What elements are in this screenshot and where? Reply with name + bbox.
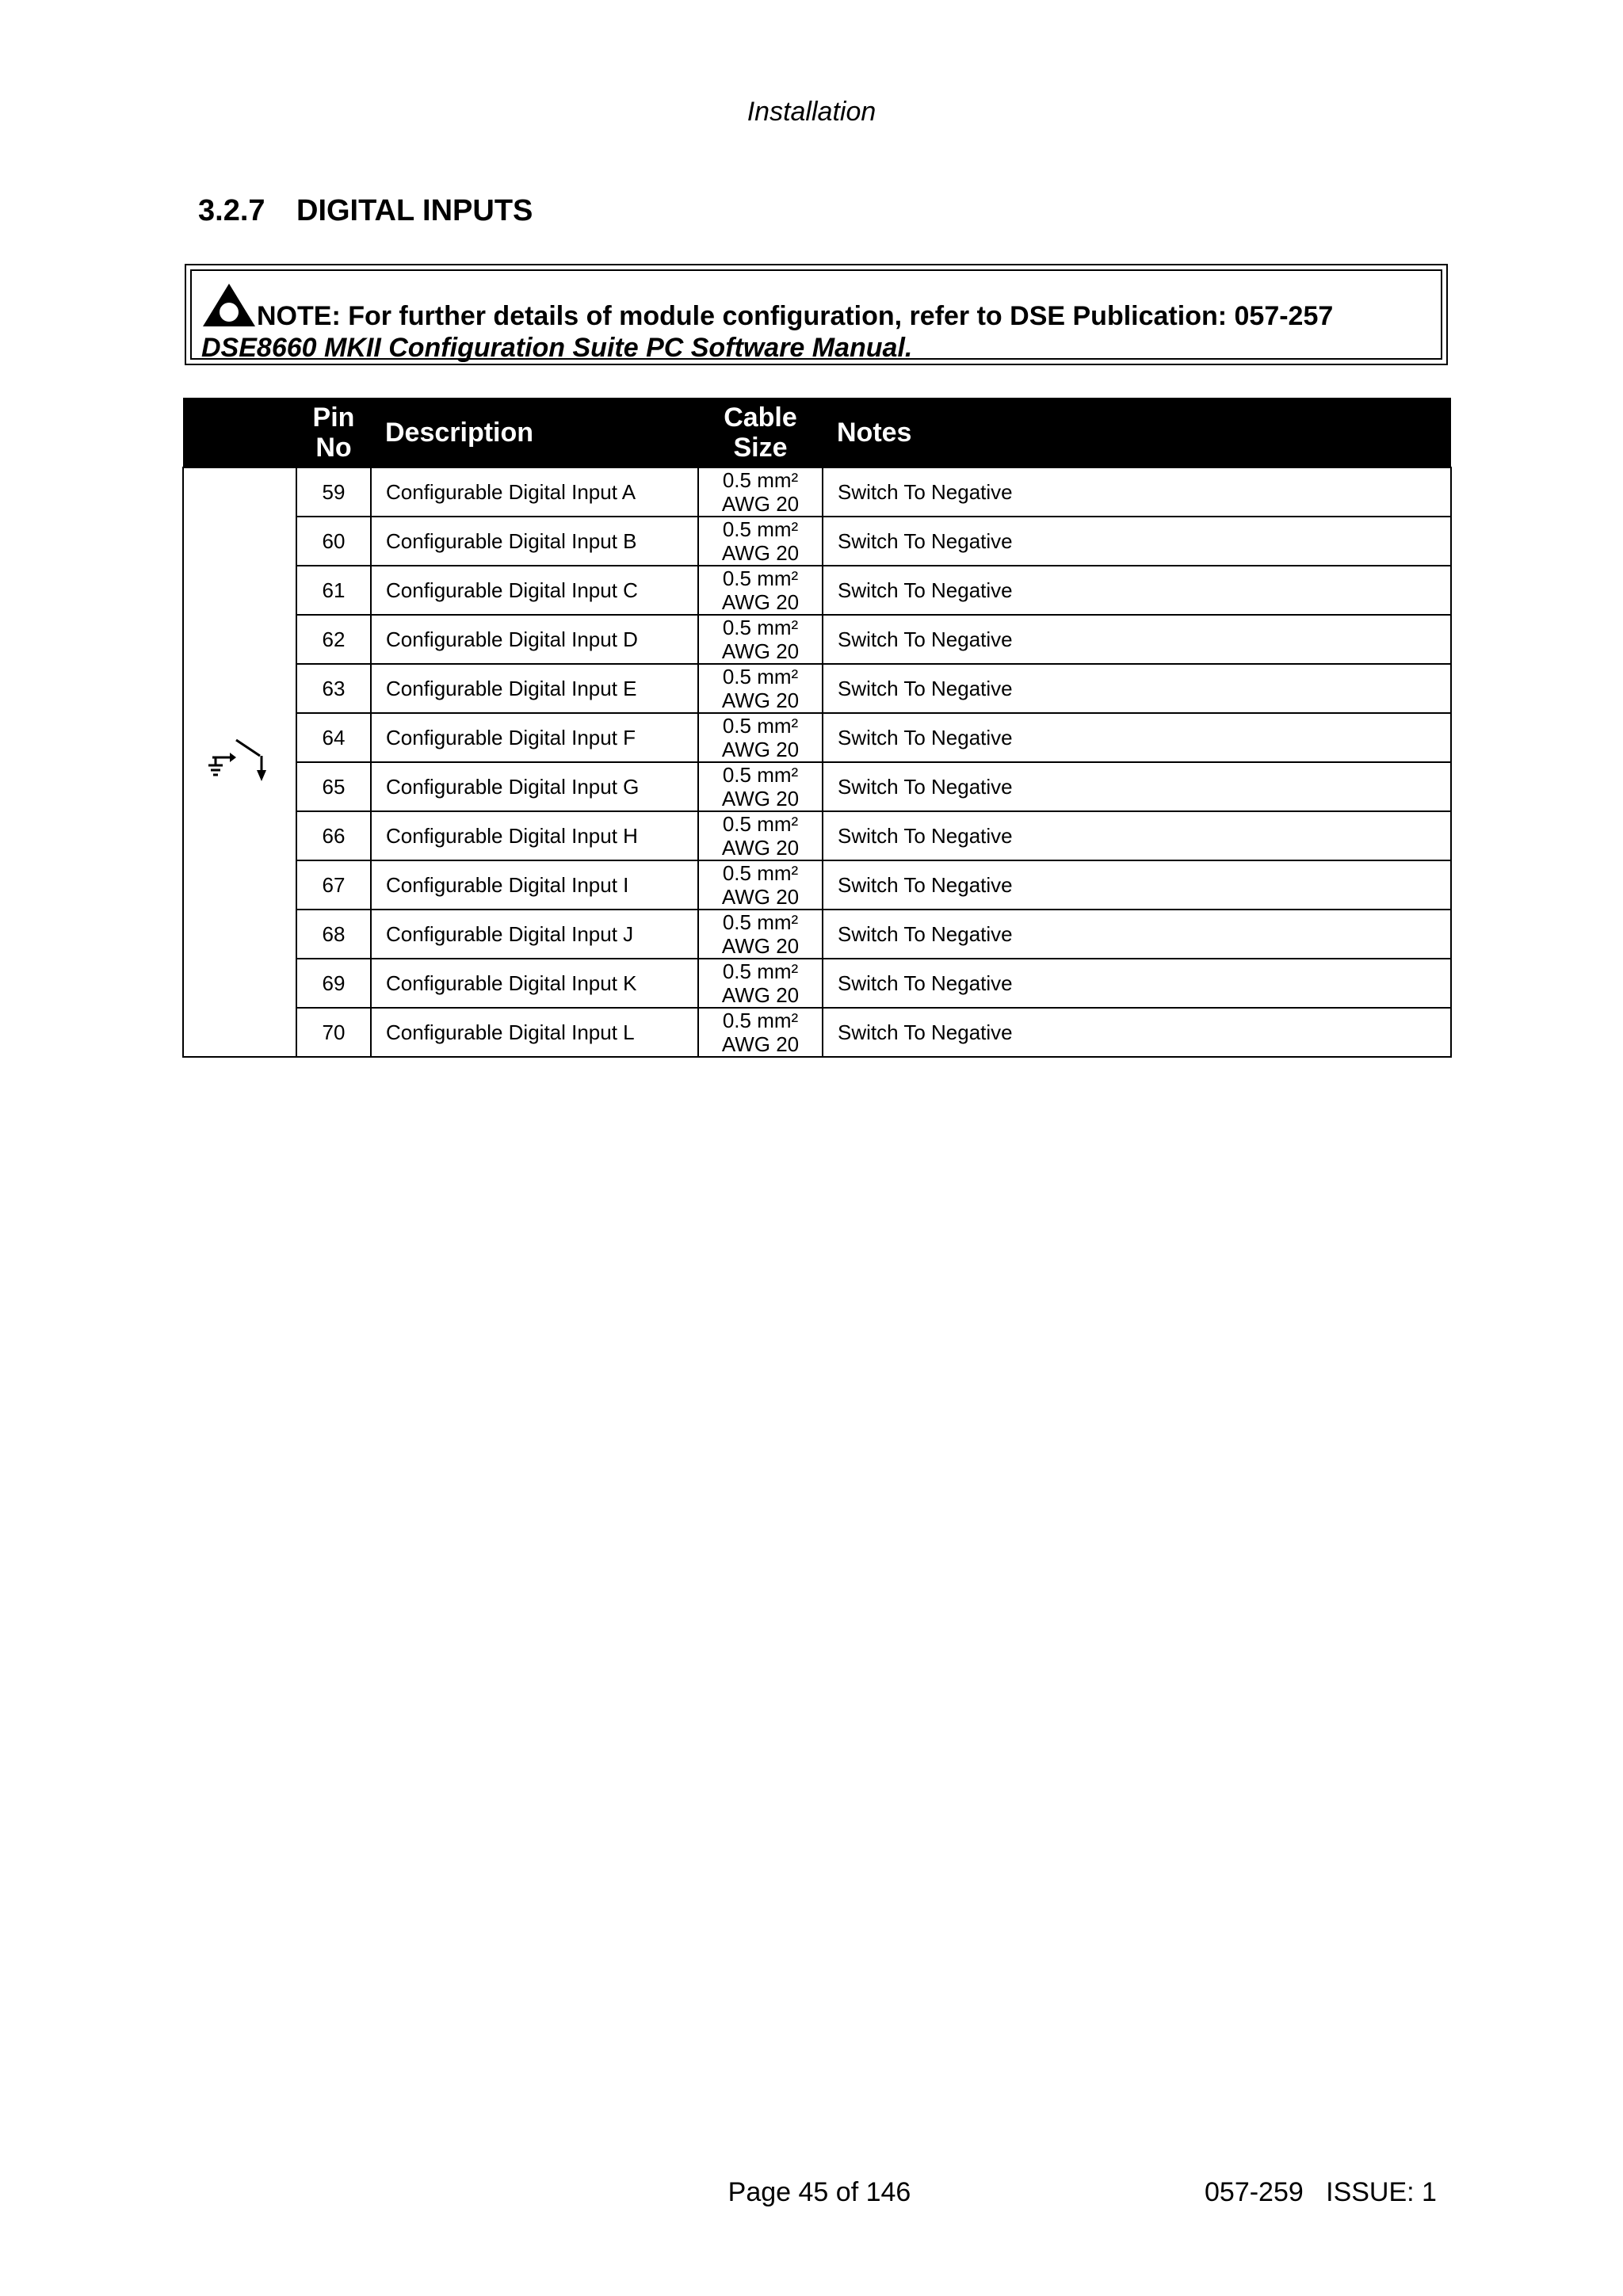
table-body: [183, 467, 1451, 1057]
pin-notes: Switch To Negative: [823, 860, 1451, 910]
cable-size-metric: 0.5 mm²: [722, 517, 799, 541]
pin-number: 69: [296, 959, 371, 1008]
cable-size: [698, 713, 823, 762]
cable-size-metric: 0.5 mm²: [722, 665, 799, 688]
header-notes: Notes: [823, 398, 1451, 467]
pin-notes: Switch To Negative: [823, 615, 1451, 664]
pin-notes: Switch To Negative: [823, 566, 1451, 615]
cable-size: [698, 762, 823, 811]
pin-description: Configurable Digital Input C: [371, 566, 698, 615]
cable-size-metric: 0.5 mm²: [722, 714, 799, 738]
pin-description: Configurable Digital Input J: [371, 910, 698, 959]
cable-size: [698, 664, 823, 713]
warning-triangle-icon: [201, 282, 257, 328]
table-row: [183, 910, 1451, 959]
document-issue: 057-259 ISSUE: 1: [1205, 2177, 1437, 2207]
table-row: [183, 713, 1451, 762]
cable-size: [698, 1008, 823, 1057]
pin-number: 70: [296, 1008, 371, 1057]
cable-size-metric: 0.5 mm²: [722, 468, 799, 492]
note-box: [185, 264, 1448, 365]
table-row: [183, 566, 1451, 615]
pin-number: 60: [296, 517, 371, 566]
digital-inputs-table: [182, 398, 1452, 1058]
switch-to-negative-icon: [206, 734, 274, 786]
cable-size-awg: AWG 20: [721, 787, 800, 810]
cable-size-metric: 0.5 mm²: [722, 616, 799, 639]
page-header: Installation: [747, 97, 876, 127]
pin-notes: Switch To Negative: [823, 910, 1451, 959]
cable-size-awg: AWG 20: [721, 639, 800, 663]
cable-size-metric: 0.5 mm²: [722, 812, 799, 836]
cable-size: [698, 566, 823, 615]
pin-notes: Switch To Negative: [823, 517, 1451, 566]
note-text-main: NOTE: For further details of module configuration, refer to DSE Publication: 057-257: [257, 301, 1334, 331]
table-row: [183, 615, 1451, 664]
pin-number: 66: [296, 811, 371, 860]
note-content: [190, 269, 1442, 363]
pin-notes: Switch To Negative: [823, 467, 1451, 517]
cable-size: [698, 959, 823, 1008]
header-pin-no: Pin No: [296, 398, 371, 467]
section-number: 3.2.7: [198, 194, 265, 227]
pin-number: 61: [296, 566, 371, 615]
header-cable-size: Cable Size: [698, 398, 823, 467]
pin-number: 65: [296, 762, 371, 811]
section-heading: [198, 194, 533, 228]
header-icon-column: [183, 398, 296, 467]
cable-size-metric: 0.5 mm²: [722, 566, 799, 590]
page-number: Page 45 of 146: [727, 2177, 911, 2207]
pin-notes: Switch To Negative: [823, 713, 1451, 762]
cable-size-metric: 0.5 mm²: [722, 861, 799, 885]
pin-description: Configurable Digital Input B: [371, 517, 698, 566]
pin-number: 59: [296, 467, 371, 517]
pin-notes: Switch To Negative: [823, 811, 1451, 860]
table-row: [183, 1008, 1451, 1057]
cable-size-awg: AWG 20: [721, 738, 800, 761]
cable-size-awg: AWG 20: [721, 492, 800, 516]
cable-size-awg: AWG 20: [721, 983, 800, 1007]
pin-description: Configurable Digital Input I: [371, 860, 698, 910]
pin-description: Configurable Digital Input H: [371, 811, 698, 860]
cable-size-awg: AWG 20: [721, 541, 800, 565]
pin-notes: Switch To Negative: [823, 762, 1451, 811]
cable-size-metric: 0.5 mm²: [722, 959, 799, 983]
header-description: Description: [371, 398, 698, 467]
table-row: [183, 467, 1451, 517]
note-line-1: [201, 282, 1441, 332]
cable-size: [698, 910, 823, 959]
pin-number: 62: [296, 615, 371, 664]
pin-number: 68: [296, 910, 371, 959]
cable-size-metric: 0.5 mm²: [722, 763, 799, 787]
section-title: DIGITAL INPUTS: [296, 194, 533, 227]
cable-size: [698, 860, 823, 910]
cable-size: [698, 517, 823, 566]
cable-size-awg: AWG 20: [721, 590, 800, 614]
cable-size-awg: AWG 20: [721, 1032, 800, 1056]
pin-notes: Switch To Negative: [823, 1008, 1451, 1057]
cable-size-awg: AWG 20: [721, 836, 800, 860]
table-row: [183, 664, 1451, 713]
pin-number: 64: [296, 713, 371, 762]
table-row: [183, 860, 1451, 910]
cable-size: [698, 811, 823, 860]
pin-number: 63: [296, 664, 371, 713]
cable-size: [698, 467, 823, 517]
cable-size-awg: AWG 20: [721, 688, 800, 712]
table-header-row: [183, 398, 1451, 467]
cable-size-metric: 0.5 mm²: [722, 1009, 799, 1032]
table-row: [183, 811, 1451, 860]
input-type-icon-cell: [183, 467, 296, 1057]
pin-description: Configurable Digital Input A: [371, 467, 698, 517]
pin-notes: Switch To Negative: [823, 664, 1451, 713]
cable-size-awg: AWG 20: [721, 885, 800, 909]
note-line-2: DSE8660 MKII Configuration Suite PC Software Manual.: [201, 333, 913, 363]
pin-description: Configurable Digital Input K: [371, 959, 698, 1008]
cable-size-awg: AWG 20: [721, 934, 800, 958]
cable-size-metric: 0.5 mm²: [722, 910, 799, 934]
pin-description: Configurable Digital Input G: [371, 762, 698, 811]
table-row: [183, 517, 1451, 566]
table-row: [183, 762, 1451, 811]
pin-description: Configurable Digital Input F: [371, 713, 698, 762]
pin-description: Configurable Digital Input L: [371, 1008, 698, 1057]
cable-size: [698, 615, 823, 664]
pin-number: 67: [296, 860, 371, 910]
pin-description: Configurable Digital Input D: [371, 615, 698, 664]
table-row: [183, 959, 1451, 1008]
pin-notes: Switch To Negative: [823, 959, 1451, 1008]
pin-description: Configurable Digital Input E: [371, 664, 698, 713]
